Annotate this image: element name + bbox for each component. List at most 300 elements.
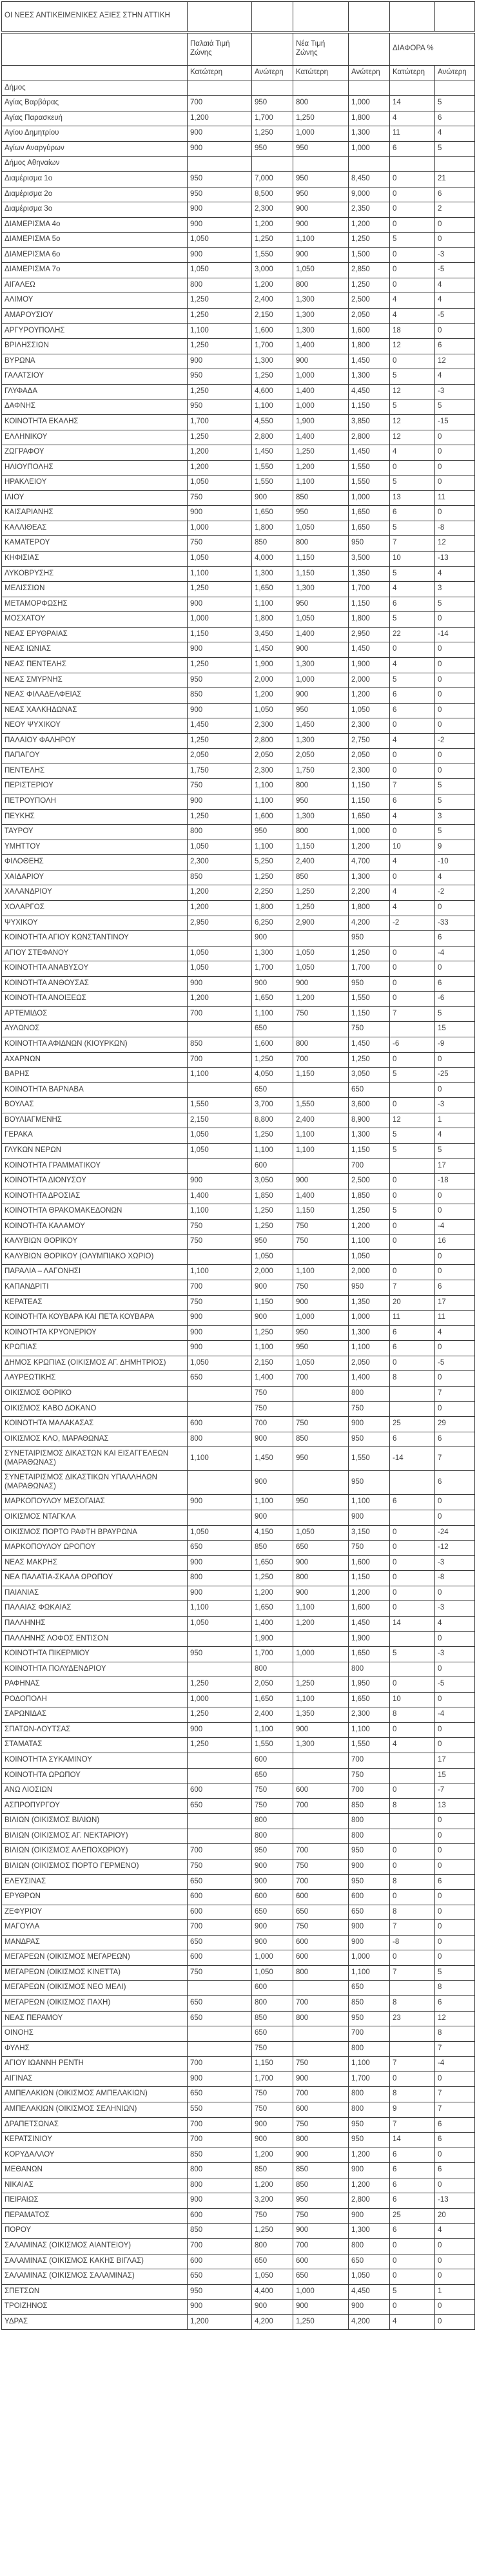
value-cell: 0 [435, 1586, 475, 1601]
value-cell: 600 [349, 1890, 390, 1905]
value-cell: 2,850 [349, 263, 390, 278]
value-cell: 7,000 [252, 171, 293, 187]
value-cell: 1,650 [252, 992, 293, 1007]
value-cell: 1,050 [188, 1356, 252, 1371]
value-cell: 1,050 [188, 1525, 252, 1541]
value-cell: 650 [349, 1082, 390, 1098]
table-row [2, 2148, 475, 2163]
value-cell: 1,000 [188, 1692, 252, 1707]
value-cell: 1,250 [252, 1204, 293, 1220]
value-cell: 23 [390, 2011, 435, 2026]
value-cell: 0 [435, 2178, 475, 2193]
value-cell: 1,100 [349, 1235, 390, 1250]
value-cell: -5 [435, 1356, 475, 1371]
municipality-cell: ΜΑΝΔΡΑΣ [2, 1935, 188, 1950]
value-cell: 950 [293, 187, 349, 202]
value-cell: 750 [188, 1219, 252, 1235]
municipality-cell: ΑΥΛΩΝΟΣ [2, 1022, 188, 1037]
value-cell: 1,100 [349, 1495, 390, 1510]
municipality-cell: ΣΠΑΤΩΝ-ΛΟΥΤΣΑΣ [2, 1722, 188, 1738]
empty-cell [349, 2, 390, 33]
value-cell [188, 1022, 252, 1037]
municipality-cell: ΨΥΧΙΚΟΥ [2, 916, 188, 931]
value-cell: 1,200 [188, 992, 252, 1007]
new-lower-header: Κατώτερη [293, 66, 349, 81]
value-cell: 6 [435, 1280, 475, 1296]
value-cell: 950 [293, 171, 349, 187]
municipality-cell: ΒΟΥΛΙΑΓΜΕΝΗΣ [2, 1113, 188, 1128]
municipality-cell: ΛΑΥΡΕΩΤΙΚΗΣ [2, 1371, 188, 1387]
value-cell: 2,400 [293, 1113, 349, 1128]
value-cell: 1,600 [349, 1601, 390, 1617]
table-row [2, 171, 475, 187]
value-cell: -2 [390, 916, 435, 931]
value-cell: 1,100 [252, 840, 293, 855]
value-cell: -33 [435, 916, 475, 931]
empty-cell [252, 32, 293, 66]
value-cell [188, 1981, 252, 1996]
table-row [2, 2284, 475, 2300]
municipality-cell: ΒΙΛΙΩΝ (ΟΙΚΙΣΜΟΣ ΑΛΕΠΟΧΩΡΙΟΥ) [2, 1844, 188, 1860]
municipality-cell: ΒΙΛΙΩΝ (ΟΙΚΙΣΜΟΣ ΠΟΡΤΟ ΓΕΡΜΕΝΟ) [2, 1859, 188, 1874]
value-cell: 1,700 [349, 2071, 390, 2087]
value-cell: 1,050 [188, 1616, 252, 1631]
municipality-cell: ΡΑΦΗΝΑΣ [2, 1677, 188, 1693]
value-cell: 1,250 [252, 369, 293, 385]
value-cell: 7 [390, 1920, 435, 1936]
value-cell: 950 [349, 976, 390, 992]
value-cell: 4 [435, 126, 475, 142]
value-cell: 1,300 [293, 293, 349, 309]
value-cell: 0 [435, 1189, 475, 1204]
table-row [2, 293, 475, 309]
value-cell: 1,600 [349, 323, 390, 339]
value-cell: 750 [293, 1006, 349, 1022]
value-cell: 900 [188, 1722, 252, 1738]
value-cell: 5 [390, 1204, 435, 1220]
value-cell: 950 [188, 187, 252, 202]
table-row [2, 1783, 475, 1799]
value-cell: 2,400 [293, 855, 349, 870]
value-cell: 650 [252, 1768, 293, 1783]
empty-cell [2, 32, 188, 66]
value-cell: 1,050 [252, 2269, 293, 2285]
value-cell: 25 [390, 2208, 435, 2224]
value-cell: 3,150 [349, 1525, 390, 1541]
value-cell: 900 [188, 217, 252, 233]
value-cell: 1,900 [252, 657, 293, 673]
table-row [2, 1471, 475, 1495]
table-row [2, 2163, 475, 2178]
table-row [2, 1098, 475, 1113]
value-cell: 1,200 [349, 2178, 390, 2193]
value-cell: 0 [390, 946, 435, 961]
value-cell: 5 [390, 369, 435, 385]
value-cell: 1,400 [293, 339, 349, 354]
municipality-cell: ΟΙΝΟΗΣ [2, 2026, 188, 2042]
value-cell: 0 [435, 1692, 475, 1707]
value-cell [188, 1386, 252, 1401]
municipality-cell: ΠΕΡΑΜΑΤΟΣ [2, 2208, 188, 2224]
table-row [2, 1417, 475, 1432]
value-cell: 6 [435, 1471, 475, 1495]
municipality-cell: Αγίας Παρασκευή [2, 111, 188, 126]
value-cell: 1,800 [349, 612, 390, 628]
value-cell: 2,200 [349, 885, 390, 901]
value-cell [188, 1510, 252, 1526]
table-row [2, 582, 475, 597]
value-cell: 1,250 [188, 339, 252, 354]
value-cell: 900 [293, 976, 349, 992]
value-cell: 800 [252, 1814, 293, 1829]
municipality-cell: ΠΑΠΑΓΟΥ [2, 749, 188, 764]
value-cell: 900 [252, 2300, 293, 2315]
value-cell: 2,800 [349, 430, 390, 445]
value-cell: 2,150 [252, 309, 293, 324]
table-body [2, 81, 475, 2330]
value-cell: 5 [435, 1143, 475, 1158]
table-row [2, 2314, 475, 2330]
value-cell: 800 [188, 278, 252, 293]
value-cell: 1,250 [293, 111, 349, 126]
value-cell: 2,400 [252, 293, 293, 309]
value-cell: 12 [390, 414, 435, 430]
value-cell [293, 1082, 349, 1098]
value-cell: 1,150 [293, 1204, 349, 1220]
table-row [2, 1280, 475, 1296]
value-cell: 750 [252, 1783, 293, 1799]
value-cell: 950 [188, 369, 252, 385]
value-cell: 4,200 [252, 2314, 293, 2330]
value-cell: 1,050 [293, 263, 349, 278]
value-cell: 700 [188, 2133, 252, 2148]
value-cell: 7 [390, 2057, 435, 2072]
value-cell: 1,700 [252, 1647, 293, 1662]
value-cell: 850 [293, 2178, 349, 2193]
value-cell: 4,150 [252, 1525, 293, 1541]
value-cell: 800 [349, 1829, 390, 1844]
value-cell: 900 [252, 1510, 293, 1526]
table-row [2, 1890, 475, 1905]
value-cell: 1,550 [252, 460, 293, 476]
empty-cell [390, 2, 435, 33]
value-cell: 0 [390, 1783, 435, 1799]
value-cell: 0 [435, 1265, 475, 1280]
value-cell: 950 [293, 1341, 349, 1356]
value-cell: 800 [188, 1571, 252, 1586]
value-cell: 8 [390, 1798, 435, 1814]
value-cell: 1,450 [349, 1616, 390, 1631]
value-cell: 900 [188, 2193, 252, 2209]
municipality-cell: Αγίων Αναργύρων [2, 141, 188, 157]
table-row [2, 354, 475, 369]
value-cell: 1,950 [349, 1677, 390, 1693]
value-cell: -24 [435, 1525, 475, 1541]
value-cell [293, 1401, 349, 1417]
value-cell: 2,300 [349, 764, 390, 779]
value-cell: 6 [390, 2224, 435, 2239]
value-cell: 1,000 [188, 612, 252, 628]
value-cell: 2,150 [188, 1113, 252, 1128]
value-cell: 750 [252, 2208, 293, 2224]
value-cell [390, 1022, 435, 1037]
value-cell: 700 [293, 1371, 349, 1387]
value-cell: 1,700 [252, 961, 293, 977]
value-cell: 0 [390, 1950, 435, 1966]
table-row [2, 414, 475, 430]
value-cell: 6 [390, 2193, 435, 2209]
municipality-cell: ΜΕΘΑΝΩΝ [2, 2163, 188, 2178]
table-row [2, 566, 475, 582]
value-cell: -14 [390, 1447, 435, 1471]
value-cell: 600 [252, 1753, 293, 1769]
value-cell: 1,200 [188, 460, 252, 476]
value-cell: 5 [435, 399, 475, 415]
value-cell: 900 [293, 2148, 349, 2163]
value-cell: 0 [390, 1541, 435, 1556]
value-cell [293, 1249, 349, 1265]
municipality-cell: ΚΟΙΝΟΤΗΤΑ ΠΟΛΥΔΕΝΔΡΙΟΥ [2, 1662, 188, 1677]
table-row [2, 1844, 475, 1860]
value-cell: 700 [293, 1996, 349, 2012]
value-cell: 0 [390, 1356, 435, 1371]
municipality-cell: ΟΙΚΙΣΜΟΣ ΝΤΑΓΚΛΑ [2, 1510, 188, 1526]
value-cell: 800 [293, 2133, 349, 2148]
table-row [2, 946, 475, 961]
value-cell: 0 [435, 657, 475, 673]
value-cell: 1,050 [188, 476, 252, 491]
municipality-cell: ΣΑΛΑΜΙΝΑΣ (ΟΙΚΙΣΜΟΣ ΑΙΑΝΤΕΙΟΥ) [2, 2239, 188, 2254]
value-cell: 0 [390, 992, 435, 1007]
value-cell: 4,450 [349, 384, 390, 399]
value-cell: 4 [390, 445, 435, 461]
new-zone-price-header: Νέα Τιμή Ζώνης [293, 32, 349, 66]
table-row [2, 2026, 475, 2042]
value-cell: 900 [252, 1874, 293, 1890]
value-cell: 900 [349, 1935, 390, 1950]
municipality-cell: ΚΗΦΙΣΙΑΣ [2, 552, 188, 567]
value-cell: 3,500 [349, 552, 390, 567]
value-cell: 0 [435, 476, 475, 491]
value-cell: 4,600 [252, 384, 293, 399]
table-row [2, 217, 475, 233]
value-cell: 6 [435, 976, 475, 992]
value-cell: 1,400 [252, 1616, 293, 1631]
value-cell: 850 [252, 2163, 293, 2178]
value-cell: 1,250 [252, 2224, 293, 2239]
value-cell: 9 [435, 840, 475, 855]
value-cell: 750 [252, 2087, 293, 2102]
table-row [2, 552, 475, 567]
value-cell: 1,000 [293, 1311, 349, 1326]
value-cell: 900 [349, 1417, 390, 1432]
value-cell: 0 [435, 323, 475, 339]
value-cell: 1,250 [188, 1738, 252, 1753]
value-cell [435, 157, 475, 172]
table-row [2, 1386, 475, 1401]
value-cell: 900 [293, 1586, 349, 1601]
municipality-cell: ΔΙΑΜΕΡΙΣΜΑ 4ο [2, 217, 188, 233]
table-row [2, 718, 475, 734]
table-row [2, 126, 475, 142]
value-cell: 6,250 [252, 916, 293, 931]
value-cell: 1,200 [188, 900, 252, 916]
value-cell: -3 [435, 1098, 475, 1113]
value-cell: 950 [293, 703, 349, 718]
value-cell: 8 [390, 1996, 435, 2012]
value-cell: 0 [435, 612, 475, 628]
value-cell: 2,800 [349, 2193, 390, 2209]
value-cell: 650 [188, 1935, 252, 1950]
value-cell: 1,250 [252, 126, 293, 142]
value-cell: 1,050 [188, 552, 252, 567]
old-zone-price-header: Παλαιά Τιμή Ζώνης [188, 32, 252, 66]
value-cell: 1,250 [188, 384, 252, 399]
empty-cell [252, 2, 293, 33]
value-cell: 700 [349, 2026, 390, 2042]
value-cell: 900 [293, 354, 349, 369]
value-cell: 900 [188, 506, 252, 521]
section-row [2, 81, 475, 96]
value-cell: 1,150 [293, 840, 349, 855]
value-cell: 1,300 [293, 1738, 349, 1753]
value-cell: 600 [252, 1890, 293, 1905]
table-row [2, 141, 475, 157]
municipality-cell: ΚΟΙΝΟΤΗΤΑ ΑΦΙΔΝΩΝ (ΚΙΟΥΡΚΩΝ) [2, 1037, 188, 1053]
value-cell [390, 1829, 435, 1844]
municipality-cell: ΑΓΙΟΥ ΙΩΑΝΝΗ ΡΕΝΤΗ [2, 2057, 188, 2072]
municipality-cell: ΕΛΕΥΣΙΝΑΣ [2, 1874, 188, 1890]
value-cell: 950 [349, 536, 390, 552]
value-cell: 6 [435, 187, 475, 202]
municipality-cell: ΚΟΙΝΟΤΗΤΑ ΚΟΥΒΑΡΑ ΚΑΙ ΠΕΤΑ ΚΟΥΒΑΡΑ [2, 1311, 188, 1326]
table-row [2, 703, 475, 718]
table-row [2, 1935, 475, 1950]
value-cell: 950 [349, 1280, 390, 1296]
value-cell: 750 [293, 1417, 349, 1432]
value-cell: -6 [435, 992, 475, 1007]
table-row [2, 536, 475, 552]
value-cell: 1,400 [252, 1371, 293, 1387]
value-cell: 4 [435, 2224, 475, 2239]
value-cell: 950 [293, 506, 349, 521]
value-cell: 1,000 [252, 1950, 293, 1966]
value-cell: 0 [435, 1905, 475, 1920]
value-cell: 0 [435, 2300, 475, 2315]
value-cell: 600 [188, 1890, 252, 1905]
value-cell: 0 [435, 506, 475, 521]
value-cell: 6 [435, 111, 475, 126]
value-cell: 2,050 [252, 749, 293, 764]
value-cell: 1,650 [252, 506, 293, 521]
value-cell: 1,800 [252, 612, 293, 628]
municipality-cell: ΤΡΟΙΖΗΝΟΣ [2, 2300, 188, 2315]
value-cell: 1,250 [349, 1204, 390, 1220]
value-cell: 5 [435, 597, 475, 612]
value-cell: 650 [252, 2254, 293, 2269]
value-cell: 900 [188, 1325, 252, 1341]
value-cell: 750 [293, 2057, 349, 2072]
value-cell: 2,950 [188, 916, 252, 931]
value-cell: 1,450 [349, 445, 390, 461]
value-cell: 650 [252, 2026, 293, 2042]
value-cell: 0 [435, 642, 475, 658]
value-cell: 900 [349, 2163, 390, 2178]
value-cell: 0 [435, 1371, 475, 1387]
value-cell: 2,050 [293, 749, 349, 764]
value-cell: 4 [435, 293, 475, 309]
value-cell: 950 [188, 171, 252, 187]
value-cell [293, 1753, 349, 1769]
value-cell: 0 [390, 1571, 435, 1586]
municipality-cell: ΒΟΥΛΑΣ [2, 1098, 188, 1113]
table-row [2, 2057, 475, 2072]
value-cell: 1,050 [349, 703, 390, 718]
value-cell: 4 [390, 111, 435, 126]
value-cell: 1,250 [188, 657, 252, 673]
table-row [2, 96, 475, 111]
municipality-cell: ΣΥΝΕΤΑΙΡΙΣΜΟΣ ΔΙΚΑΣΤΩΝ ΚΑΙ ΕΙΣΑΓΓΕΛΕΩΝ (ΜΑΡΑΘΩΝΑΣ) [2, 1447, 188, 1471]
municipality-cell: Διαμέρισμα 1ο [2, 171, 188, 187]
value-cell: 1,200 [252, 688, 293, 704]
value-cell: 10 [390, 840, 435, 855]
value-cell [390, 1768, 435, 1783]
value-cell: 900 [188, 126, 252, 142]
value-cell: 1,000 [349, 1311, 390, 1326]
value-cell: 800 [293, 2011, 349, 2026]
municipality-cell: ΑΛΙΜΟΥ [2, 293, 188, 309]
municipality-cell: ΚΟΙΝΟΤΗΤΑ ΓΡΑΜΜΑΤΙΚΟΥ [2, 1158, 188, 1174]
table-row [2, 1022, 475, 1037]
table-row [2, 323, 475, 339]
municipality-cell: ΤΑΥΡΟΥ [2, 825, 188, 840]
value-cell [293, 1022, 349, 1037]
value-cell [390, 1158, 435, 1174]
value-cell: 1,100 [188, 1068, 252, 1083]
value-cell: 950 [293, 2193, 349, 2209]
value-cell: 0 [390, 278, 435, 293]
value-cell: 1,400 [349, 1371, 390, 1387]
value-cell: 1,050 [349, 1249, 390, 1265]
value-cell: 1,200 [188, 2314, 252, 2330]
value-cell: 1,700 [188, 414, 252, 430]
value-cell: 1,250 [252, 233, 293, 248]
table-row [2, 2239, 475, 2254]
value-cell [188, 1471, 252, 1495]
municipality-cell: ΠΕΡΙΣΤΕΡΙΟΥ [2, 779, 188, 794]
value-cell: 900 [349, 1510, 390, 1526]
value-cell: 6 [390, 141, 435, 157]
value-cell: 800 [252, 2239, 293, 2254]
value-cell [390, 1510, 435, 1526]
municipality-cell: ΜΕΛΙΣΣΙΩΝ [2, 582, 188, 597]
value-cell: 6 [390, 2178, 435, 2193]
value-cell: -10 [435, 855, 475, 870]
value-cell: 900 [252, 1935, 293, 1950]
table-row [2, 384, 475, 399]
value-cell: 22 [390, 627, 435, 642]
table-row [2, 1525, 475, 1541]
value-cell: 1,500 [349, 247, 390, 263]
value-cell: 900 [188, 1495, 252, 1510]
value-cell: 13 [390, 490, 435, 506]
value-cell: 700 [188, 2117, 252, 2133]
value-cell: 1,050 [188, 840, 252, 855]
municipality-cell: ΑΣΠΡΟΠΥΡΓΟΥ [2, 1798, 188, 1814]
value-cell: 1,900 [252, 1631, 293, 1647]
value-cell: 0 [390, 1722, 435, 1738]
value-cell: -6 [390, 1037, 435, 1053]
